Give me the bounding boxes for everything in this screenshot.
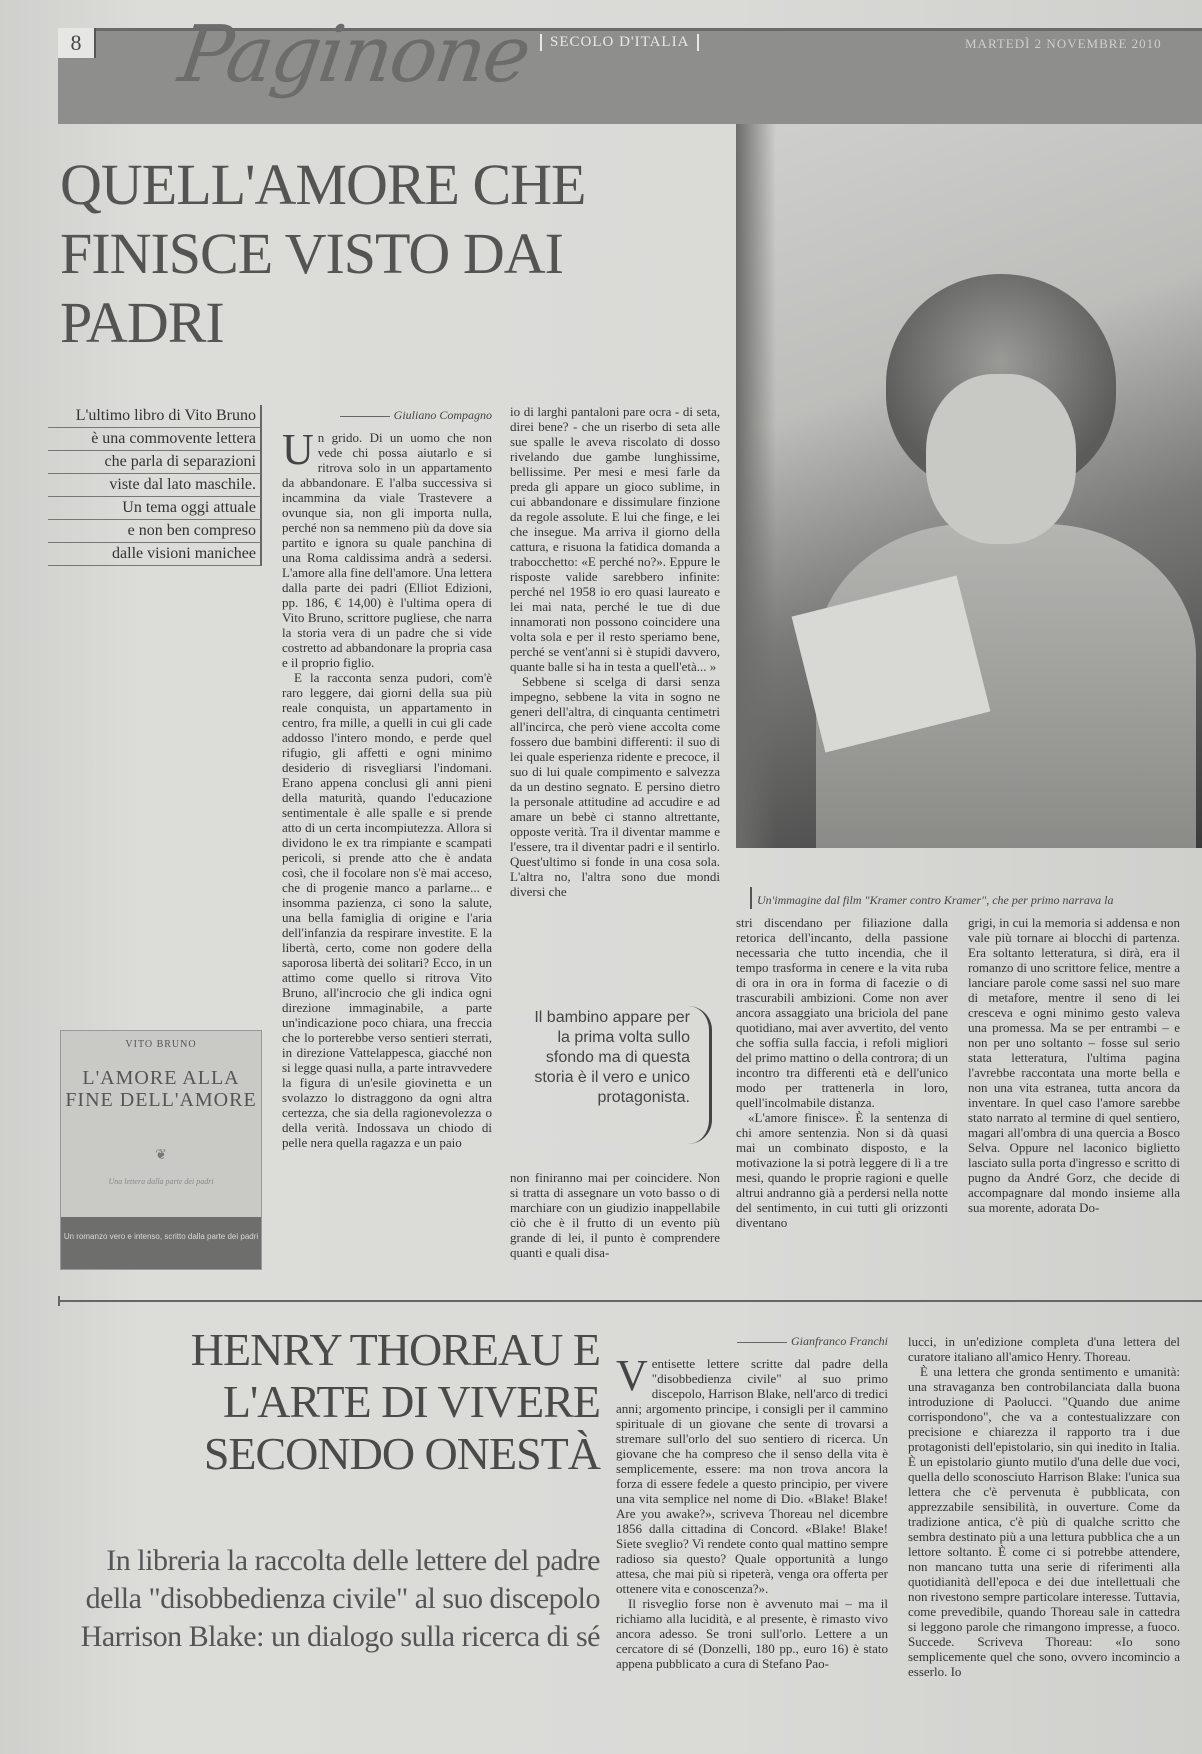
article-divider <box>58 1300 1202 1302</box>
page-number: 8 <box>58 28 96 58</box>
book-title: L'AMORE ALLA FINE DELL'AMORE <box>65 1067 257 1111</box>
article1-column-1 <box>282 430 492 1268</box>
body-text: E la racconta senza pudori, com'è raro leggere, dai giorni della sua più reale conquista, un appartamento in centro, fra mille, a quelli in cui gli cade addosso l'intero mondo, e perde quel rifugio, gli affetti e ogni minimo desiderio di risvegliarsi l'indomani. Erano appena conclusi gli anni pieni della maturità, quando l'educazione sentimentale è alle spalle e si prende atto di un certa incompiutezza. Allora si dividono le ex tra rimpiante e scampati pericoli, si prende atto che è andata così, che il focolare non s'è mai acceso, che di progenie manco a parlarne... e insomma pazienza, ci sono la salute, una bella famiglia di origine e l'aria dell'infanzia da respirare investite. E la libertà, certo, come non godere della saporosa libertà dei solitari? Ecco, in un attimo come quello si ritrova Vito Bruno, all'incrocio che gli indica ogni direzione immaginabile, a parte un'indicazione poco chiara, una freccia che lo porterebbe verso sentieri sterrati, in direzione Vattelappesca, giacché non si legge quasi nulla, a parte intravvedere la figura di un'esile giovinetta e un svolazzo lo distraggono da ogni altra certezza, che sia della ragionevolezza o della verità. Indossava un chiodo di pelle nera quella ragazza e un paio <box>282 670 492 1150</box>
summary-line: che parla di separazioni <box>48 451 262 474</box>
pull-quote-bracket <box>688 1006 712 1144</box>
article1-column-5 <box>968 915 1180 1270</box>
article2-column-1 <box>616 1356 888 1736</box>
summary-line: L'ultimo libro di Vito Bruno <box>48 405 262 428</box>
book-cover <box>60 1030 262 1270</box>
ornament-icon: ❦ <box>155 1147 167 1163</box>
body-text: io di larghi pantaloni pare ocra - di seta, direi bene? - che un riserbo di seta alle sue spalle le aveva riscolato di dosso rivelando due gambe lunghissime, bellissime. Per mesi e mesi farle da preda gli appare un gioco sublime, in cui abbandonare e dissimulare finzione da regole assolute. E lui che finge, e lei che insegue. Ma arriva il giorno della cattura, e risuona la fatidica domanda a trabocchetto: «E perché no?». Eppure le risposte valide sarebbero infinite: perché nel 1958 io ero quasi laureato e lei mai nata, perché le tue di due innamorati non possono coincidere una volta sola e per il resto speriamo bene, perché se vent'anni si è stupidi davvero, quante balle si ha in testa a quell'età... » <box>510 404 720 674</box>
article2-headline: HENRY THOREAU E L'ARTE DI VIVERE SECONDO ONESTÀ <box>190 1324 600 1479</box>
article1-column-3 <box>510 1170 720 1270</box>
issue-date: MARTEDÌ 2 NOVEMBRE 2010 <box>965 36 1162 51</box>
body-text: Il risveglio forse non è avvenuto mai – ma il richiamo alla lucidità, e al presente, è rimasto vivo ancora adesso. Se troni sull'orlo. Lettere a un cercatore di sé (Donzelli, 180 pp., euro 16) è stato appena pubblicato a cura di Stefano Pao- <box>616 1596 888 1671</box>
summary-line: e non ben compreso <box>48 520 262 543</box>
body-text: non finiranno mai per coincidere. Non si tratta di assegnare un voto basso o di marchiare con un giudizio inappellabile ciò che è il frutto di un evento più grande di lei, il punto è comprendere quanti e quali disa- <box>510 1170 720 1260</box>
article2-column-2 <box>908 1334 1180 1736</box>
pull-quote: Il bambino appare per la prima volta sullo sfondo ma di questa storia è il vero e unico protagonista. <box>534 1009 690 1106</box>
book-footer: Un romanzo vero e intenso, scritto dalla parte dei padri <box>61 1217 261 1269</box>
body-text: entisette lettere scritte dal padre della "disobbedienza civile" al suo primo discepolo, Harrison Blake, nell'arco di tredici anni; argomento principe, i consigli per il cammino spirituale di un giovane che sente di trovarsi a stremare sull'orlo del suo sentiero di ricerca. Un giovane che ha compreso che il senso della vita è semplicemente, essere: ma non trova ancora la forza di essere fedele a questo principio, per vivere una vita semplice nel nome di Dio. «Blake! Blake! Are you awake?», scriveva Thoreau nel dicembre 1856 dalla cittadina di Concord. «Blake! Blake! Siete sveglio? Vi rendete conto qual mattino sempre radioso sia questo? Quale opportunità a lungo attesa, che mai più si ripeterà, venga ora offerta per ottenere vita e conoscenza?». <box>616 1356 888 1596</box>
body-text: stri discendano per filiazione dalla retorica dell'incanto, della passione necessaria che tutto incendia, che il tempo trasforma in cenere e la vita ruba di ora in ora in forma di facezie o di trascurabili ambizioni. Come non aver ancora assaggiato una briciola del pane quotidiano, mai aver avvertito, del vento che soffia sulla faccia, i refoli migliori del primo mattino o della controra; di un incontro tra differenti età e dell'unico modo per trattenerla in loro, quell'incolmabile distanza. <box>736 915 948 1110</box>
byline-text: Giuliano Compagno <box>393 408 492 422</box>
summary-box <box>48 405 262 566</box>
book-subtitle: Una lettera dalla parte dei padri <box>108 1177 214 1186</box>
child-face <box>926 374 1076 544</box>
dropcap: V <box>616 1356 648 1400</box>
body-text: «L'amore finisce». È la sentenza di chi amore sentenzia. Non si dà quasi mai un combinato disposto, e la motivazione la si potrà leggere di lì a tre mesi, quando le proprie ragioni e quelle altrui andranno già a perdersi nella notte del sentimento, in cui tutti gli orizzonti diventano <box>736 1110 948 1230</box>
film-photo <box>736 124 1202 848</box>
body-text: Sebbene si scelga di darsi senza impegno, sebbene la vita in sogno ne generi dell'altra, di cinquanta centimetri all'incirca, che però viene accolta come fossero due bambini differenti: il suo di lei quale esperienza ridente e precoce, il suo di lui quale compimento e salvezza da un destino segnato. E persino dietro la personale attitudine ad accudire e ad amare un bebè ci stanno altrettante, opposte verità. Tra il diventar mamme e l'essere, tra il diventar padri e il sentirlo. Quest'ultimo si fonde in una cosa sola. L'altra no, l'altra sono due mondi diversi che <box>510 674 720 899</box>
article1-column-2 <box>510 404 720 972</box>
caption-rule <box>750 887 752 909</box>
book-author: VITO BRUNO <box>125 1039 197 1050</box>
article2-byline <box>616 1334 888 1349</box>
byline-text: Gianfranco Franchi <box>791 1334 888 1348</box>
article2-subheadline: In libreria la raccolta delle lettere del padre della "disobbedienza civile" al suo discepolo Harrison Blake: un dialogo sulla ricerca di sé <box>80 1544 600 1653</box>
body-text: lucci, in un'edizione completa d'una lettera del curatore italiano all'amico Henry. Thoreau. <box>908 1334 1180 1364</box>
summary-line: dalle visioni manichee <box>48 543 262 566</box>
body-text: È una lettera che grondа sentimento e umanità: una stravaganza ben controbilanciata dalla buona introduzione di Paolucci. "Quando due anime corrispondono", che va a contestualizzare con precisione e chiarezza il rapporto tra i due protagonisti dell'epistolario, sin qui inedito in Italia. È un epistolario giunto mutilo d'una delle due voci, quella dello sconosciuto Harrison Blake: l'unica sua lettera che c'è pervenuta è pubblicata, con apprezzabile sensibilità, in ouverture. Come da tradizione antica, c'è più di qualche scritto che sembra destinato più a una lettura pubblica che a un lettore soltanto. È come ci si potrebbe attendere, non mancano tutta una serie di riferimenti alla quotidianità dell'epoca e dei due intellettuali che non rivestono sempre particolare interesse. Tuttavia, come prevedibile, quando Thoreau sale in cattedra si leggono parole che rimangono impresse, a fuoco. Succede. Scriveva Thoreau: «Io sono semplicemente quel che sono, ovvero incomincio a esserlo. Io <box>908 1364 1180 1679</box>
body-text: grigi, in cui la memoria si addensa e non vale più tornare ai blocchi di partenza. Era soltanto letteratura, si dirà, era il romanzo di uno scrittore felice, mentre a lanciare parole come sassi nel suo mare di metafore, mentre il seno di lei cresceva e ogni minimo gesto valeva una promessa. Ma se per entrambi – e non per uno soltanto – fosse sul serio stata letteratura, l'ultima pagina l'avrebbe raccontata una morte bella e non una vita estranea, tutta ancora da inventare. In quel caso l'amore sarebbe stato narrato al termine di quel sentiero, magari all'ombra di una quercia a Bosco Selva. Oppure nel laconico biglietto lasciato sulla porta d'ingresso e scritto di pugno da André Gorz, che decide di accompagnare dal mondo insieme alla sua morente, adorata Do- <box>968 915 1180 1215</box>
dropcap: U <box>282 430 314 474</box>
article1-column-4 <box>736 915 948 1270</box>
section-title: Paginone <box>173 10 535 100</box>
photo-caption: Un'immagine dal film "Kramer contro Kramer", che per primo narrava la <box>757 893 1114 907</box>
summary-line: viste dal lato maschile. <box>48 474 262 497</box>
summary-line: Un tema oggi attuale <box>48 497 262 520</box>
summary-line: è una commovente lettera <box>48 428 262 451</box>
body-text: n grido. Di un uomo che non vede chi possa aiutarlo e si ritrova solo in un appartamento da abbandonare. E l'alba successiva si incammina da viale Trastevere a ovunque sia, non gli importa nulla, perché non sa nemmeno più da dove sia partito e ignora su quale panchina di una Roma caldissima andrà a sedersi. L'amore alla fine dell'amore. Una lettera dalla parte dei padri (Elliot Edizioni, pp. 186, € 14,00) è l'ultima opera di Vito Bruno, scrittore pugliese, che narra la storia vera di un padre che si vide costretto ad abbandonare la propria casa e il proprio figlio. <box>282 430 492 670</box>
article1-byline <box>282 408 492 423</box>
article1-headline: QUELL'AMORE CHE FINISCE VISTO DAI PADRI <box>60 152 586 355</box>
newspaper-name: SECOLO D'ITALIA <box>540 34 699 51</box>
